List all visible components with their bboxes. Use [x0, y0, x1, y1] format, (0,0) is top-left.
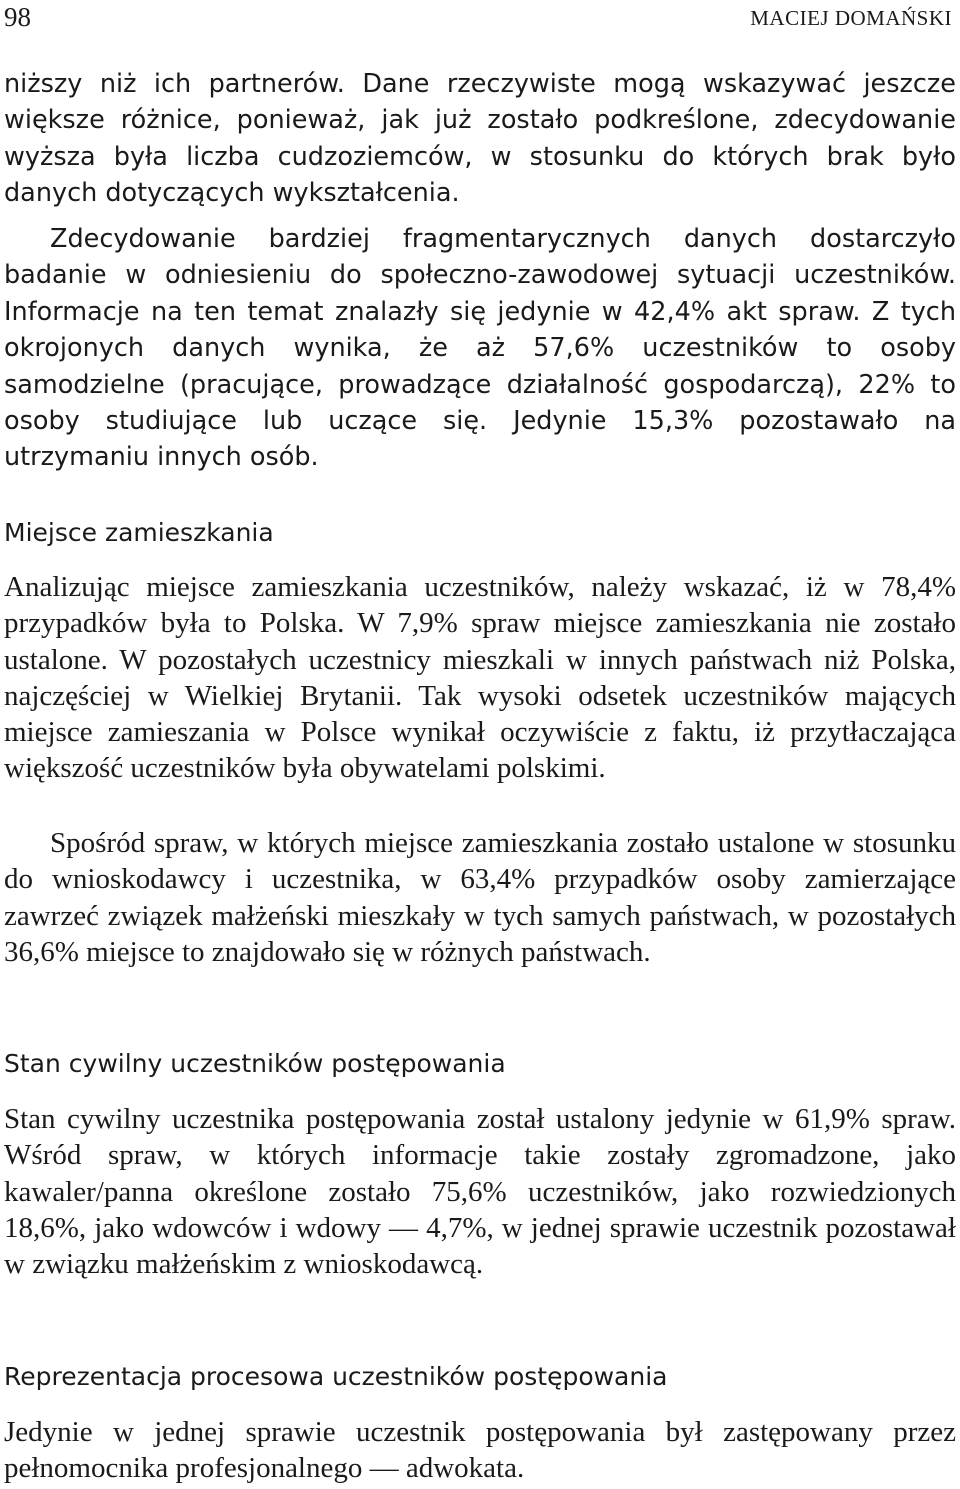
paragraph-marital-status: Stan cywilny uczestnika postępowania został ustalony jedynie w 61,9% spraw. Wśród spraw, w których informacje takie zostały zgromadzone, jako kawaler/panna określone zostało 75,6% uczestników, jako rozwiedzionych 18,6%, jako wdowców i wdowy — 4,7%, w jednej sprawie uczestnik pozostawał w związku małżeńskim z wnioskodawcą. [4, 1103, 956, 1281]
paragraph-socio-professional-situation: Zdecydowanie bardziej fragmentarycznych danych dostarczyło badanie w odniesieniu do społeczno-zawodowej sytuacji uczestników. Informacje na ten temat znalazły się jedynie w 42,4% akt spraw. Z tych okrojonych danych wynika, że aż 57,6% uczestników to osoby samodzielne (pracujące, prowadzące działalność gospodarczą), 22% to osoby studiujące lub uczące się. Jedynie 15,3% pozostawało na utrzymaniu innych osób. [4, 224, 956, 473]
section-heading-place-of-residence: Miejsce zamieszkania [4, 518, 274, 547]
paragraph-legal-representation: Jedynie w jednej sprawie uczestnik postępowania był zastępowany przez pełnomocnika profesjonalnego — adwokata. [4, 1416, 956, 1485]
paragraph-place-of-residence: Analizując miejsce zamieszkania uczestników, należy wskazać, iż w 78,4% przypadków była to Polska. W 7,9% spraw miejsce zamieszkania nie zostało ustalone. W pozostałych uczestnicy mieszkali w innych państwach niż Polska, najczęściej w Wielkiej Brytanii. Tak wysoki odsetek uczestników mających miejsce zamieszania w Polsce wynikał oczywiście z faktu, iż przytłaczająca większość uczestników była obywatelami polskimi. [4, 571, 956, 785]
paragraph-residence-comparison: Spośród spraw, w których miejsce zamieszkania zostało ustalone w stosunku do wnioskodawcy i uczestnika, w 63,4% przypadków osoby zamierzające zawrzeć związek małżeński mieszkały w tych samych państwach, w pozostałych 36,6% miejsce to znajdowało się w różnych państwach. [4, 827, 956, 968]
page-number: 98 [4, 2, 31, 32]
section-heading-marital-status: Stan cywilny uczestników postępowania [4, 1049, 506, 1078]
section-heading-legal-representation: Reprezentacja procesowa uczestników postępowania [4, 1362, 668, 1391]
running-head-author: MACIEJ DOMAŃSKI [750, 6, 952, 30]
running-header [4, 0, 956, 34]
paragraph-education-continued: niższy niż ich partnerów. Dane rzeczywiste mogą wskazywać jeszcze większe różnice, ponieważ, jak już zostało podkreślone, zdecydowanie wyższa była liczba cudzoziemców, w stosunku do których brak było danych dotyczących wykształcenia. [4, 69, 956, 209]
